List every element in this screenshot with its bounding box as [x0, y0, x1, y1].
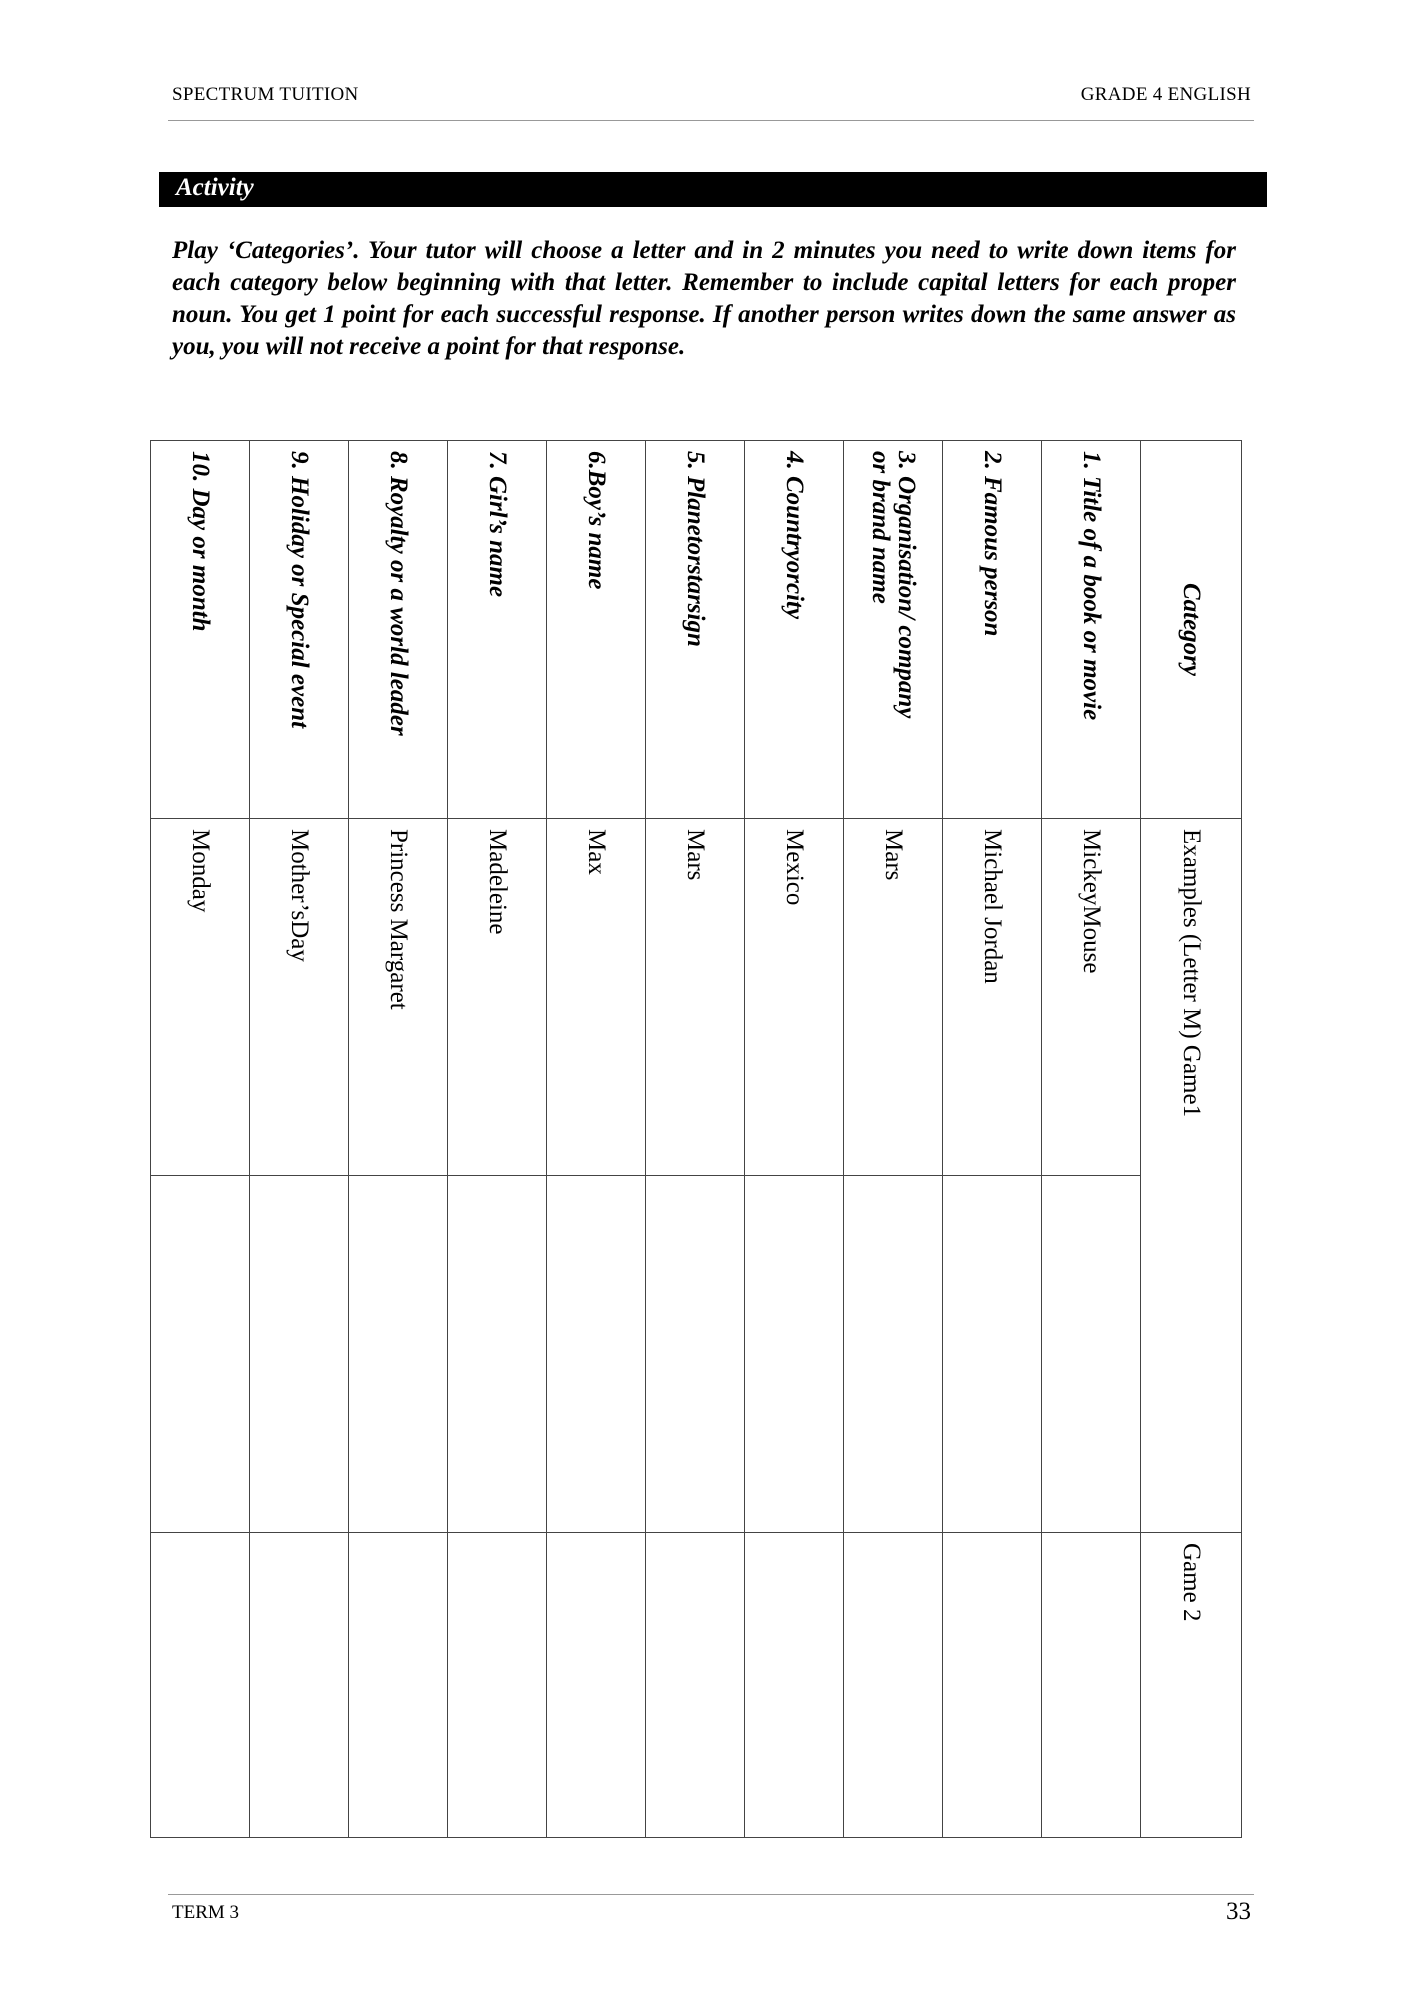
example-cell: Michael Jordan	[943, 819, 1042, 1176]
category-cell: 9. Holiday or Special event	[250, 441, 349, 819]
categories-table	[150, 440, 1242, 1838]
game2-answer-cell[interactable]	[448, 1533, 547, 1838]
game2-answer-cell[interactable]	[250, 1533, 349, 1838]
example-cell: Mars	[646, 819, 745, 1176]
header-school-name: SPECTRUM TUITION	[172, 84, 359, 105]
categories-table-container	[160, 440, 1242, 1837]
category-cell: 4. Countryorcity	[745, 441, 844, 819]
header-category: Category	[1141, 441, 1242, 819]
table-row	[844, 441, 943, 1838]
example-cell: Max	[547, 819, 646, 1176]
game1-answer-cell[interactable]	[844, 1176, 943, 1533]
activity-instructions: Play ‘Categories’. Your tutor will choose a letter and in 2 minutes you need to write down items for each category below beginning with that letter. Remember to include capital letters for each proper noun. You get 1 point for each successful response. If another person writes down the same answer as you, you will not receive a point for that response.	[172, 237, 1236, 360]
game1-answer-cell[interactable]	[448, 1176, 547, 1533]
table-row	[646, 441, 745, 1838]
table-row	[943, 441, 1042, 1838]
game1-answer-cell[interactable]	[547, 1176, 646, 1533]
page-number: 33	[1226, 1898, 1251, 1925]
game1-answer-cell[interactable]	[646, 1176, 745, 1533]
game1-answer-cell[interactable]	[250, 1176, 349, 1533]
header-examples-game1: Examples (Letter M) Game1	[1141, 819, 1242, 1533]
game2-answer-cell[interactable]	[844, 1533, 943, 1838]
game2-answer-cell[interactable]	[646, 1533, 745, 1838]
example-cell: Mexico	[745, 819, 844, 1176]
game1-answer-cell[interactable]	[349, 1176, 448, 1533]
category-text: 3. Organisation/ company	[893, 451, 920, 719]
category-cell: 6.Boy’s name	[547, 441, 646, 819]
example-cell: Princess Margaret	[349, 819, 448, 1176]
game1-answer-cell[interactable]	[745, 1176, 844, 1533]
category-cell: 8. Royalty or a world leader	[349, 441, 448, 819]
activity-title: Activity	[176, 174, 254, 201]
example-cell: Mars	[844, 819, 943, 1176]
footer-divider	[168, 1894, 1254, 1895]
category-cell: 7. Girl’s name	[448, 441, 547, 819]
table-row	[151, 441, 250, 1838]
activity-title-bar	[159, 172, 1267, 207]
header-grade-subject: GRADE 4 ENGLISH	[1080, 84, 1251, 105]
header-divider	[168, 120, 1254, 121]
game2-answer-cell[interactable]	[745, 1533, 844, 1838]
example-cell: Monday	[151, 819, 250, 1176]
table-row	[448, 441, 547, 1838]
footer-term: TERM 3	[172, 1902, 240, 1923]
game2-answer-cell[interactable]	[151, 1533, 250, 1838]
table-row	[745, 441, 844, 1838]
table-row	[250, 441, 349, 1838]
example-cell: Madeleine	[448, 819, 547, 1176]
game1-answer-cell[interactable]	[943, 1176, 1042, 1533]
category-cell: 10. Day or month	[151, 441, 250, 819]
game2-answer-cell[interactable]	[943, 1533, 1042, 1838]
category-cell: 2. Famous person	[943, 441, 1042, 819]
game1-answer-cell[interactable]	[1042, 1176, 1141, 1533]
header-game2: Game 2	[1141, 1533, 1242, 1838]
game2-answer-cell[interactable]	[1042, 1533, 1141, 1838]
game2-answer-cell[interactable]	[349, 1533, 448, 1838]
category-cell: 1. Title of a book or movie	[1042, 441, 1141, 819]
example-cell: Mother’sDay	[250, 819, 349, 1176]
categories-table-rotated	[160, 440, 1242, 1837]
game1-answer-cell[interactable]	[151, 1176, 250, 1533]
category-cell: 5. Planetorstarsign	[646, 441, 745, 819]
example-cell: MickeyMouse	[1042, 819, 1141, 1176]
table-row	[547, 441, 646, 1838]
table-row	[1042, 441, 1141, 1838]
category-cell	[844, 441, 943, 819]
table-row	[349, 441, 448, 1838]
table-header-row	[1141, 441, 1242, 1838]
game2-answer-cell[interactable]	[547, 1533, 646, 1838]
category-text-line2: or brand name	[867, 451, 894, 604]
